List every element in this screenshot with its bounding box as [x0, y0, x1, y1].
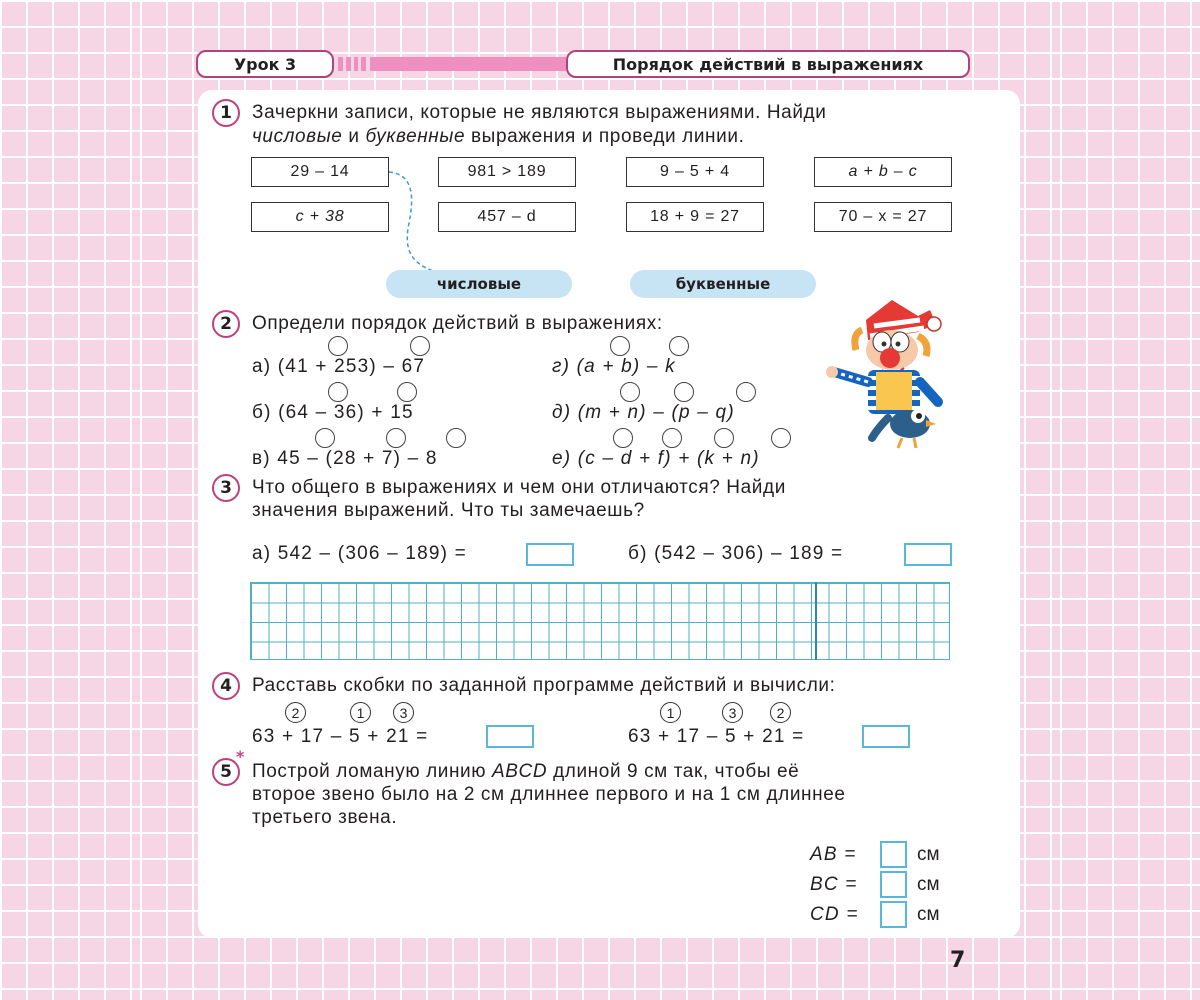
task2-item-d: д) (m + n) – (p – q) — [552, 402, 735, 423]
task-number-1: 1 — [212, 99, 240, 127]
task1-line2-end: выражения и проведи линии. — [465, 126, 745, 147]
task2-prompt: Определи порядок действий в выражениях: — [252, 313, 663, 334]
unit-label: см — [917, 904, 940, 925]
order-circle[interactable] — [714, 428, 734, 448]
segment-label-ab: AB = — [810, 844, 857, 865]
calculation-grid[interactable] — [250, 582, 950, 660]
order-circle[interactable] — [315, 428, 335, 448]
order-marker: 3 — [393, 702, 414, 723]
task4-prompt: Расставь скобки по заданной программе действий и вычисли: — [252, 675, 836, 696]
order-circle[interactable] — [613, 428, 633, 448]
order-circle[interactable] — [736, 382, 756, 402]
header-bar — [370, 57, 566, 71]
task5-figure-name: ABCD — [492, 761, 548, 782]
task5-line1 — [252, 760, 799, 784]
order-circle[interactable] — [328, 382, 348, 402]
task4-expr-left: 63 + 17 – 5 + 21 = — [252, 726, 429, 747]
order-circle[interactable] — [771, 428, 791, 448]
expression-card[interactable]: 29 – 14 — [251, 157, 389, 187]
task3-expr-a: а) 542 – (306 – 189) = — [252, 543, 467, 564]
task5-line2: второе звено было на 2 см длиннее первого и на 1 см длиннее — [252, 784, 846, 805]
task1-word-letter: буквенные — [365, 126, 466, 147]
clown-illustration — [826, 298, 966, 453]
order-circle[interactable] — [397, 382, 417, 402]
task-number-5: 5 — [212, 758, 240, 786]
task2-item-v: в) 45 – (28 + 7) – 8 — [252, 448, 438, 469]
expression-card[interactable]: a + b – c — [814, 157, 952, 187]
order-marker: 1 — [350, 702, 371, 723]
segment-answer-box[interactable] — [880, 901, 907, 928]
task4-expr-right: 63 + 17 – 5 + 21 = — [628, 726, 805, 747]
answer-box[interactable] — [526, 543, 574, 566]
task5-line1-end: длиной 9 см так, чтобы её — [547, 761, 800, 782]
task3-line1: Что общего в выражениях и чем они отличаются? Найди — [252, 477, 786, 498]
expression-card[interactable]: 9 – 5 + 4 — [626, 157, 764, 187]
grid-background-left — [0, 0, 140, 1000]
task2-item-e: е) (c – d + f) + (k + n) — [552, 448, 760, 469]
task5-line3: третьего звена. — [252, 807, 398, 828]
order-circle[interactable] — [386, 428, 406, 448]
segment-label-bc: BC = — [810, 874, 858, 895]
order-circle[interactable] — [410, 336, 430, 356]
segment-label-cd: CD = — [810, 904, 859, 925]
page-title: Порядок действий в выражениях — [566, 50, 970, 78]
order-circle[interactable] — [662, 428, 682, 448]
order-marker: 1 — [660, 702, 681, 723]
expression-card[interactable]: 981 > 189 — [438, 157, 576, 187]
task-number-2: 2 — [212, 310, 240, 338]
order-marker: 3 — [722, 702, 743, 723]
star-mark: * — [236, 747, 245, 766]
order-marker: 2 — [285, 702, 306, 723]
segment-answer-box[interactable] — [880, 871, 907, 898]
task1-word-and: и — [342, 126, 366, 147]
expression-card[interactable]: 457 – d — [438, 202, 576, 232]
lesson-label: Урок 3 — [196, 50, 334, 78]
grid-divider — [815, 582, 817, 660]
unit-label: см — [917, 844, 940, 865]
unit-label: см — [917, 874, 940, 895]
answer-box[interactable] — [904, 543, 952, 566]
order-circle[interactable] — [328, 336, 348, 356]
task3-expr-b: б) (542 – 306) – 189 = — [628, 543, 844, 564]
task1-line2 — [252, 125, 744, 149]
task-number-4: 4 — [212, 672, 240, 700]
task3-line2: значения выражений. Что ты замечаешь? — [252, 500, 645, 521]
workbook-page — [140, 0, 1060, 1000]
task1-line1: Зачеркни записи, которые не являются выражениями. Найди — [252, 102, 827, 123]
page-number: 7 — [950, 948, 966, 973]
task-number-3: 3 — [212, 474, 240, 502]
order-circle[interactable] — [674, 382, 694, 402]
label-numeric[interactable]: числовые — [386, 270, 572, 298]
task2-item-g: г) (a + b) – k — [552, 356, 676, 377]
task2-item-b: б) (64 – 36) + 15 — [252, 402, 414, 423]
task5-line1-start: Построй ломаную линию — [252, 761, 493, 782]
answer-box[interactable] — [486, 725, 534, 748]
task2-item-a: а) (41 + 253) – 67 — [252, 356, 426, 377]
label-letter[interactable]: буквенные — [630, 270, 816, 298]
header-stripes — [338, 57, 366, 71]
order-circle[interactable] — [669, 336, 689, 356]
task1-word-numeric: числовые — [252, 126, 343, 147]
order-circle[interactable] — [446, 428, 466, 448]
expression-card[interactable]: c + 38 — [251, 202, 389, 232]
answer-box[interactable] — [862, 725, 910, 748]
segment-answer-box[interactable] — [880, 841, 907, 868]
order-marker: 2 — [770, 702, 791, 723]
connector-dashed-line — [384, 168, 444, 278]
order-circle[interactable] — [620, 382, 640, 402]
grid-background-right — [1060, 0, 1200, 1000]
expression-card[interactable]: 18 + 9 = 27 — [626, 202, 764, 232]
expression-card[interactable]: 70 – x = 27 — [814, 202, 952, 232]
order-circle[interactable] — [610, 336, 630, 356]
